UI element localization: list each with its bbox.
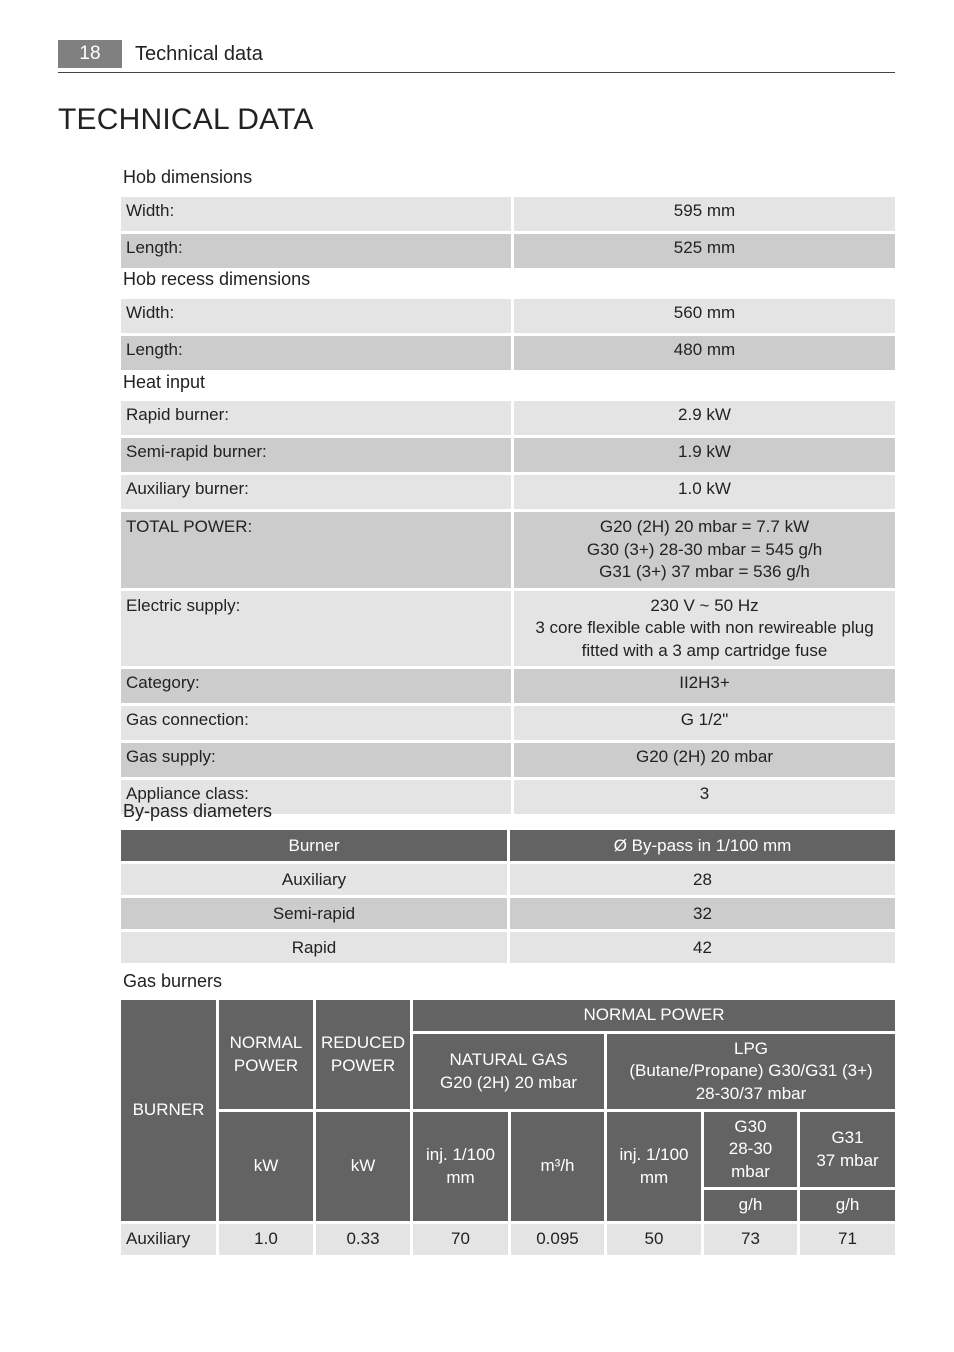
burner-header: BURNER <box>121 1000 219 1224</box>
kw-header: kW <box>219 1112 316 1224</box>
header-line: inj. 1/100 <box>619 1145 689 1164</box>
table-row <box>121 401 895 438</box>
spec-value: 3 <box>514 780 895 817</box>
table-row <box>121 234 895 271</box>
spec-key: Auxiliary burner: <box>121 475 514 512</box>
spec-key: Width: <box>121 197 514 234</box>
spec-key: Rapid burner: <box>121 401 514 438</box>
table-row <box>121 743 895 780</box>
table-header-row <box>121 1000 895 1034</box>
hob-recess-table <box>121 299 895 373</box>
injector-header <box>607 1112 704 1224</box>
table-cell: 32 <box>510 898 895 932</box>
table-cell: Auxiliary <box>121 864 510 898</box>
spec-value <box>514 591 895 670</box>
g30-header <box>704 1112 800 1190</box>
spec-key: Width: <box>121 299 514 336</box>
natural-gas-header <box>413 1034 607 1112</box>
g31-header <box>800 1112 895 1190</box>
table-row <box>121 197 895 234</box>
table-row <box>121 336 895 373</box>
header-section-title: Technical data <box>135 43 263 65</box>
spec-key: Semi-rapid burner: <box>121 438 514 475</box>
table-row <box>121 864 895 898</box>
table-cell: 28 <box>510 864 895 898</box>
heat-input-label: Heat input <box>123 372 206 392</box>
table-header-row <box>121 830 895 864</box>
table-row <box>121 932 895 966</box>
table-cell: 50 <box>607 1224 704 1258</box>
total-power-g30: G30 (3+) 28-30 mbar = 545 g/h <box>586 539 823 559</box>
table-row <box>121 475 895 512</box>
header-line: mbar <box>731 1161 770 1181</box>
header-line: NORMAL <box>229 1033 303 1052</box>
header-line: POWER <box>330 1055 396 1075</box>
header-line: 37 mbar <box>816 1150 879 1170</box>
bypass-table <box>121 830 895 966</box>
table-cell: 70 <box>413 1224 511 1258</box>
spec-key: Gas connection: <box>121 706 514 743</box>
lpg-header <box>607 1034 895 1112</box>
spec-key: Gas supply: <box>121 743 514 780</box>
table-cell: Rapid <box>121 932 510 966</box>
column-header: Burner <box>121 830 510 864</box>
table-cell: 1.0 <box>219 1224 316 1258</box>
table-row <box>121 898 895 932</box>
spec-value: 525 mm <box>514 234 895 271</box>
unit-header: g/h <box>704 1190 800 1224</box>
table-row <box>121 299 895 336</box>
table-cell: Auxiliary <box>121 1224 219 1258</box>
header-line: inj. 1/100 <box>426 1145 495 1164</box>
hob-dimensions-label: Hob dimensions <box>123 167 253 187</box>
flow-header: m³/h <box>511 1112 607 1224</box>
spec-key: Appliance class: <box>121 780 514 817</box>
table-row <box>121 706 895 743</box>
hob-recess-label: Hob recess dimensions <box>123 269 311 289</box>
header-line: mm <box>446 1167 475 1187</box>
table-row <box>121 669 895 706</box>
table-cell: 42 <box>510 932 895 966</box>
table-cell: 0.095 <box>511 1224 607 1258</box>
table-cell: 71 <box>800 1224 895 1258</box>
table-cell: 73 <box>704 1224 800 1258</box>
header-line: NATURAL GAS <box>449 1050 568 1069</box>
gas-burners-label: Gas burners <box>123 971 223 991</box>
total-power-g31: G31 (3+) 37 mbar = 536 g/h <box>599 562 810 581</box>
header-line: (Butane/Propane) G30/G31 (3+) <box>629 1061 873 1081</box>
page-header <box>58 38 895 73</box>
header-line: mm <box>639 1167 669 1187</box>
hob-dimensions-table <box>121 197 895 271</box>
spec-value: 560 mm <box>514 299 895 336</box>
spec-key: TOTAL POWER: <box>121 512 514 591</box>
spec-value: 595 mm <box>514 197 895 234</box>
normal-power-group-header: NORMAL POWER <box>413 1000 895 1034</box>
gas-burners-table <box>121 1000 895 1258</box>
spec-value: G 1/2" <box>514 706 895 743</box>
header-line: 28-30 <box>728 1139 773 1159</box>
spec-key: Category: <box>121 669 514 706</box>
total-power-g20: G20 (2H) 20 mbar = 7.7 kW <box>599 517 810 536</box>
unit-header: g/h <box>800 1190 895 1224</box>
normal-power-header <box>219 1000 316 1112</box>
header-line: REDUCED <box>320 1033 406 1052</box>
header-line: G31 <box>831 1128 864 1147</box>
header-line: G20 (2H) 20 mbar <box>440 1072 577 1092</box>
table-row <box>121 438 895 475</box>
table-row <box>121 1224 895 1258</box>
spec-key: Electric supply: <box>121 591 514 670</box>
kw-header: kW <box>316 1112 413 1224</box>
electric-supply-cable: 3 core flexible cable with non rewireable plug <box>535 618 874 637</box>
electric-supply-fuse: fitted with a 3 amp cartridge fuse <box>581 640 828 660</box>
table-row <box>121 512 895 591</box>
reduced-power-header <box>316 1000 413 1112</box>
page-number: 18 <box>58 40 122 68</box>
spec-value: G20 (2H) 20 mbar <box>514 743 895 780</box>
spec-value: 1.0 kW <box>514 475 895 512</box>
table-row <box>121 591 895 670</box>
spec-value <box>514 512 895 591</box>
table-cell: 0.33 <box>316 1224 413 1258</box>
spec-key: Length: <box>121 234 514 271</box>
header-line: 28-30/37 mbar <box>695 1083 807 1103</box>
table-cell: Semi-rapid <box>121 898 510 932</box>
spec-value: II2H3+ <box>514 669 895 706</box>
column-header: Ø By-pass in 1/100 mm <box>510 830 895 864</box>
electric-supply-voltage: 230 V ~ 50 Hz <box>650 595 759 615</box>
table-header-row <box>121 1112 895 1190</box>
header-line: POWER <box>233 1055 299 1075</box>
bypass-label: By-pass diameters <box>123 801 273 821</box>
heat-input-table <box>121 401 895 817</box>
injector-header <box>413 1112 511 1224</box>
spec-value: 1.9 kW <box>514 438 895 475</box>
header-line: G30 <box>734 1116 767 1136</box>
header-line: LPG <box>734 1038 769 1058</box>
spec-key: Length: <box>121 336 514 373</box>
spec-value: 2.9 kW <box>514 401 895 438</box>
page-title: TECHNICAL DATA <box>58 103 314 136</box>
spec-value: 480 mm <box>514 336 895 373</box>
